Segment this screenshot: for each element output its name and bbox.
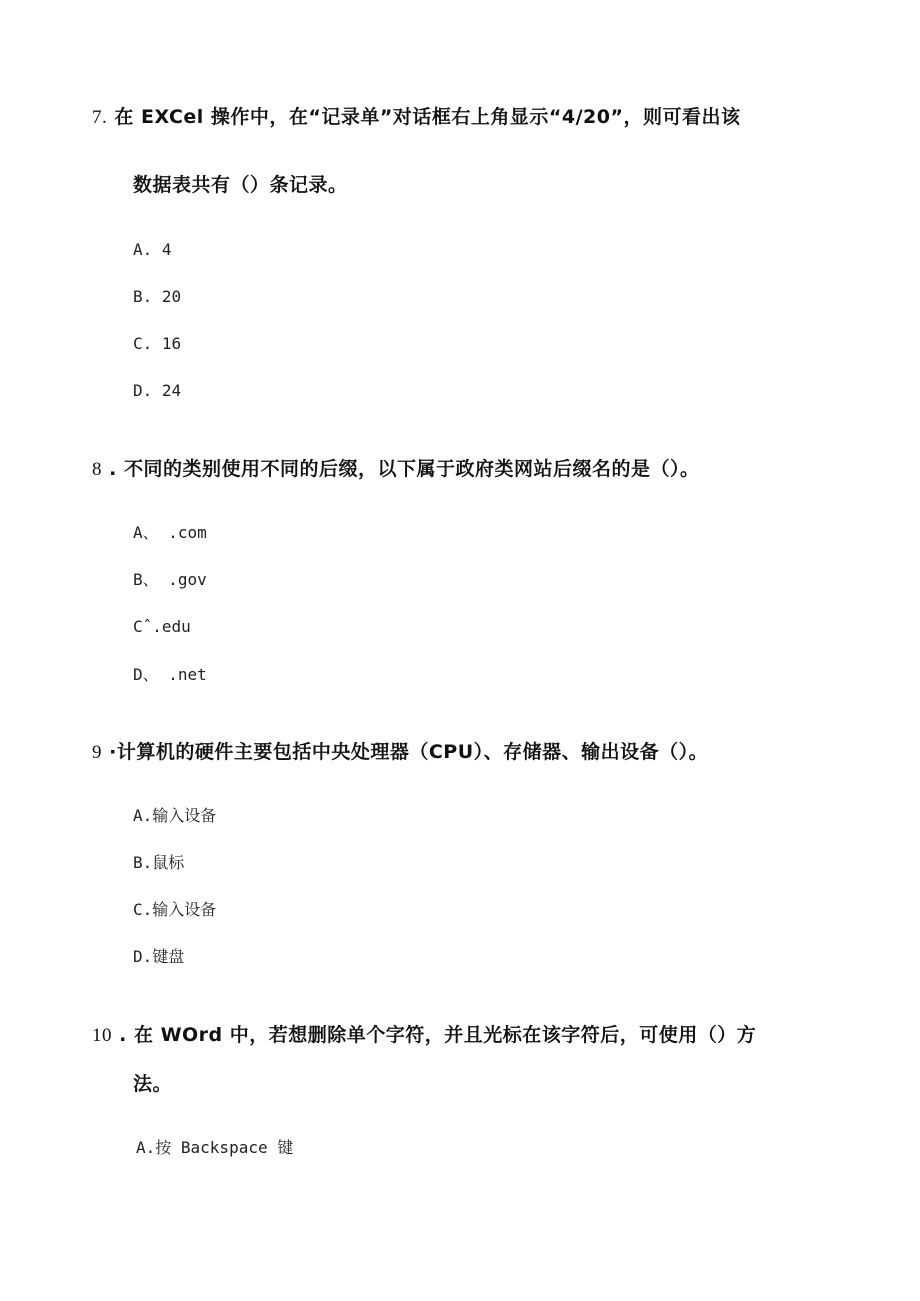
option-a: A.按 Backspace 键 [136,1138,294,1157]
option-a: A、 .com [133,523,207,542]
question-10-line-1 [92,1026,756,1045]
question-number: 9 [92,742,102,763]
question-number: 7. [92,107,108,128]
question-text: . 在 WOrd 中，若想删除单个字符，并且光标在该字符后，可使用（）方 [119,1024,757,1046]
option-a: A. 4 [133,240,172,259]
option-c: C.输入设备 [133,900,217,919]
option-b: B. 20 [133,287,182,306]
question-7-line-1 [92,108,740,127]
option-d: D、 .net [133,665,207,684]
question-7-line-2: 数据表共有（）条记录。 [133,174,348,196]
option-a: A.输入设备 [133,806,217,825]
question-text: . 不同的类别使用不同的后缀，以下属于政府类网站后缀名的是（）。 [109,458,700,480]
question-8-line-1 [92,460,699,479]
option-d: D.键盘 [133,947,185,966]
option-c: C. 16 [133,334,182,353]
option-b: B.鼠标 [133,853,185,872]
question-number: 8 [92,459,102,480]
question-10-line-2: 法。 [133,1073,173,1095]
option-c: Cˆ.edu [133,617,191,636]
question-text: ·计算机的硬件主要包括中央处理器（CPU）、存储器、输出设备（）。 [109,741,709,763]
question-number: 10 [92,1025,112,1046]
option-d: D. 24 [133,381,182,400]
question-9-line-1 [92,743,708,762]
option-b: B、 .gov [133,570,207,589]
question-text: 在 EXCel 操作中，在“记录单”对话框右上角显示“4/20”，则可看出该 [114,106,741,128]
